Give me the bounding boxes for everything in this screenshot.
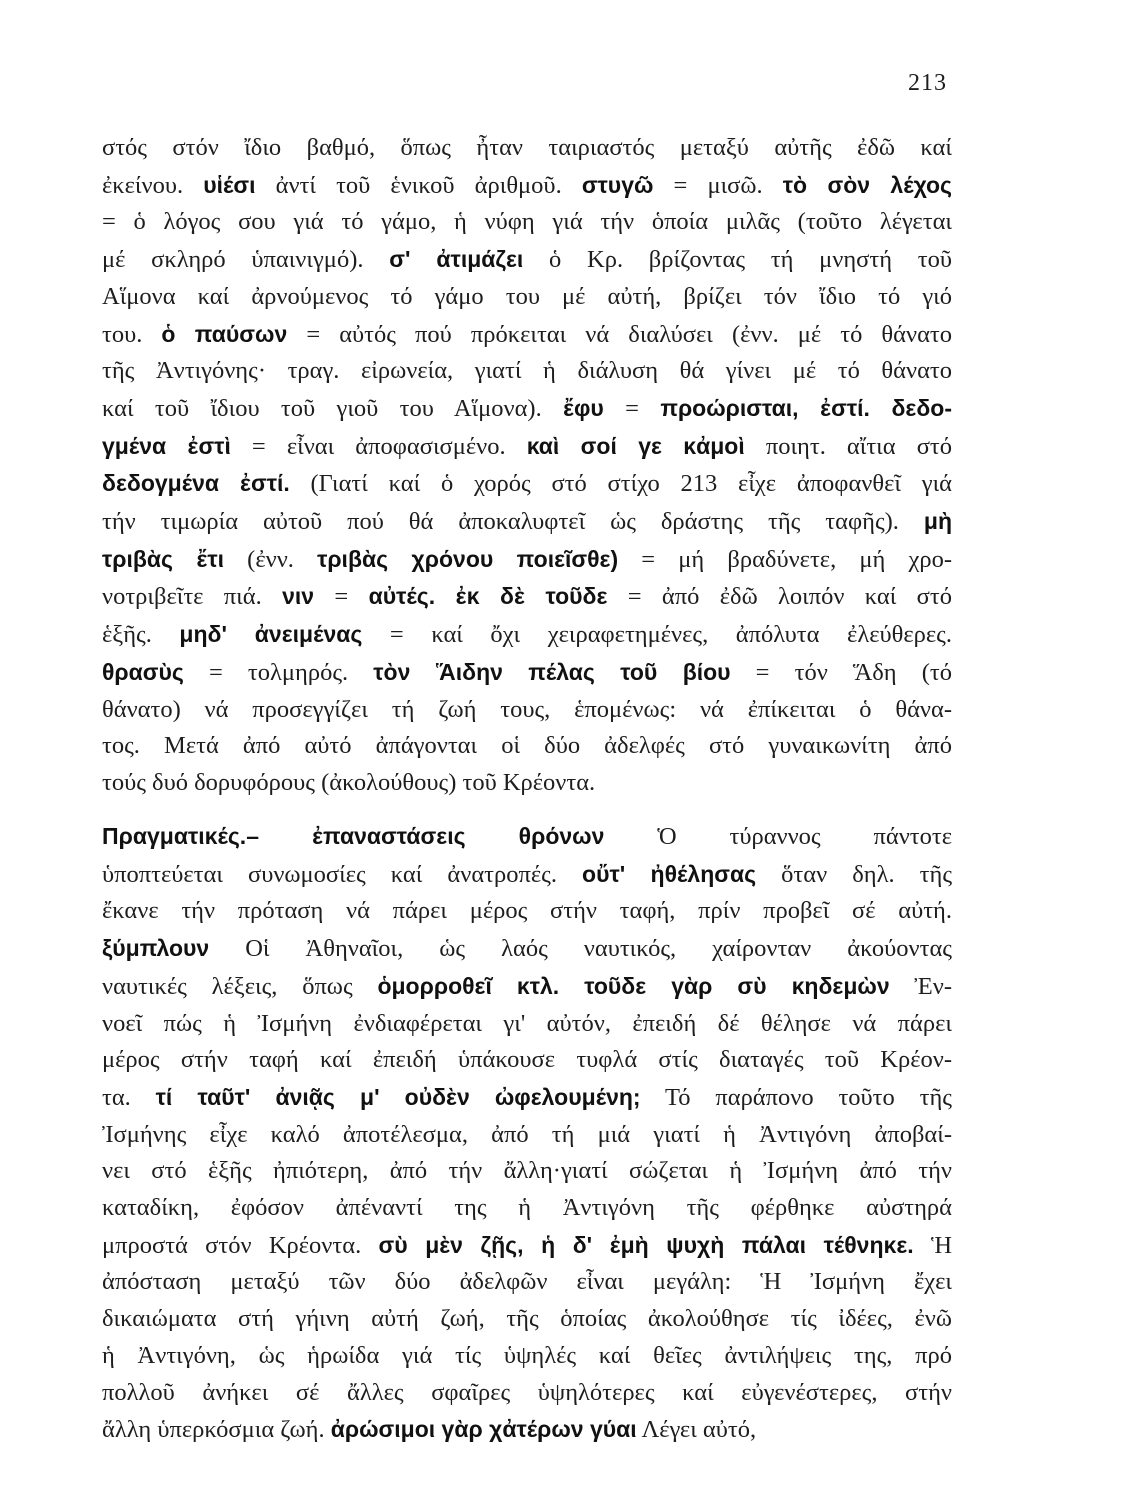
text-run: ἀντί τοῦ ἑνικοῦ ἀριθμοῦ. xyxy=(255,171,582,199)
text-line xyxy=(102,241,952,279)
lemma-bold: καὶ σοί γε κἀμοὶ xyxy=(526,432,745,459)
text-run: νοεῖ πώς ἡ Ἰσμήνη ἐνδιαφέρεται γι' αὐτόν, ἐπειδή δέ θέλησε νά πάρει xyxy=(102,1009,952,1037)
text-line xyxy=(102,1411,952,1449)
text-line xyxy=(102,130,952,167)
lemma-bold: μηδ' ἀνειμένας xyxy=(179,621,363,648)
text-run: ἄλλη ὑπερκόσμια ζωή. xyxy=(102,1416,331,1444)
text-line xyxy=(102,428,952,466)
text-run: πολλοῦ ἀνήκει σέ ἄλλες σφαῖρες ὑψηλότερες καί εὐγενέστερες, στήν xyxy=(102,1378,952,1406)
text-run: ἔκανε τήν πρόταση νά πάρει μέρος στήν ταφή, πρίν προβεῖ σέ αὐτή. xyxy=(102,897,952,925)
text-run: μπροστά στόν Κρέοντα. xyxy=(102,1231,379,1259)
lemma-bold: τριβὰς ἔτι xyxy=(102,545,225,572)
text-run: = αὐτός πού πρόκειται νά διαλύσει (ἐνν. μέ τό θάνατο xyxy=(287,320,952,348)
text-run: νει στό ἑξῆς ἠπιότερη, ἀπό τήν ἄλλη·γιατί σώζεται ἡ Ἰσμήνη ἀπό τήν xyxy=(102,1157,952,1185)
text-line xyxy=(102,728,952,765)
text-line xyxy=(102,1264,952,1301)
lemma-bold: τριβὰς χρόνου ποιεῖσθε) xyxy=(317,545,619,572)
text-line xyxy=(102,1006,952,1043)
text-run: ἑξῆς. xyxy=(102,621,180,649)
text-run: μέ σκληρό ὑπαινιγμό). xyxy=(102,246,390,274)
text-line xyxy=(102,1338,952,1375)
text-run: Ὁ τύραννος πάντοτε xyxy=(604,823,952,850)
text-run: νοτριβεῖτε πιά. xyxy=(102,583,283,611)
text-run: καταδίκη, ἐφόσον ἀπέναντί της ἡ Ἀντιγόνη τῆς φέρθηκε αὐστηρά xyxy=(102,1194,952,1222)
text-line xyxy=(102,1042,952,1079)
text-line xyxy=(102,167,952,205)
text-run: = εἶναι ἀποφασισμένο. xyxy=(230,432,527,460)
text-run: (ἐνν. xyxy=(224,545,318,573)
text-line xyxy=(102,1375,952,1412)
lemma-bold: τί ταῦτ' ἀνιᾷς μ' οὐδὲν ὠφελουμένη; xyxy=(155,1083,641,1110)
text-line xyxy=(102,968,952,1006)
text-run: ἡ Ἀντιγόνη, ὡς ἡρωίδα γιά τίς ὑψηλές καί θεῖες ἀντιλήψεις της, πρό xyxy=(102,1341,952,1369)
text-run: Οἱ Ἀθηναῖοι, ὡς λαός ναυτικός, χαίρονταν ἀκούοντας xyxy=(209,935,952,963)
text-run: Λέγει αὐτό, xyxy=(636,1416,757,1444)
lemma-bold: σ' ἀτιμάζει xyxy=(389,246,524,273)
lemma-bold: μὴ xyxy=(923,508,952,535)
lemma-bold: ὁμορροθεῖ κτλ. τοῦδε γὰρ σὺ κηδεμὼν xyxy=(377,972,890,999)
lemma-bold: ἀρώσιμοι γὰρ χἀτέρων γύαι xyxy=(330,1416,637,1443)
lemma-bold: δεδογμένα ἐστί. xyxy=(102,470,290,497)
lemma-bold: προώρισται, ἐστί. δεδο- xyxy=(660,394,952,421)
text-line xyxy=(102,765,952,802)
text-line xyxy=(102,204,952,241)
text-run: = xyxy=(314,583,369,611)
text-run: μέρος στήν ταφή καί ἐπειδή ὑπάκουσε τυφλά στίς διαταγές τοῦ Κρέον- xyxy=(102,1046,952,1074)
text-run: = μή βραδύνετε, μή χρο- xyxy=(618,545,952,573)
lemma-bold: ὁ παύσων xyxy=(161,320,288,347)
text-run: (Γιατί καί ὁ χορός στό στίχο 213 εἶχε ἀποφανθεῖ γιά xyxy=(289,470,952,498)
commentary-paragraph-2 xyxy=(102,818,952,1449)
text-line xyxy=(102,279,952,316)
text-line xyxy=(102,654,952,692)
lemma-bold: τὸ σὸν λέχος xyxy=(782,171,952,198)
text-line xyxy=(102,1227,952,1265)
text-run: ἀπόσταση μεταξύ τῶν δύο ἀδελφῶν εἶναι μεγάλη: Ἡ Ἰσμήνη ἔχει xyxy=(102,1268,952,1296)
text-line xyxy=(102,541,952,579)
text-run: = μισῶ. xyxy=(653,171,783,199)
text-line xyxy=(102,1153,952,1190)
text-run: δικαιώματα στή γήινη αὐτή ζωή, τῆς ὁποίας ἀκολούθησε τίς ἰδέες, ἐνῶ xyxy=(102,1305,952,1333)
text-line xyxy=(102,390,952,428)
text-line xyxy=(102,818,952,856)
text-run: Αἵμονα καί ἀρνούμενος τό γάμο του μέ αὐτή, βρίζει τόν ἴδιο τό γιό xyxy=(102,282,952,310)
text-run: = τόν Ἅδη (τό xyxy=(730,658,952,686)
text-run: Ἡ xyxy=(913,1231,952,1259)
text-line xyxy=(102,1117,952,1154)
text-run: ὑποπτεύεται συνωμοσίες καί ἀνατροπές. xyxy=(102,860,583,888)
page-number: 213 xyxy=(908,70,947,96)
lemma-bold: σὺ μὲν ζῇς, ἡ δ' ἐμὴ ψυχὴ πάλαι τέθνηκε. xyxy=(378,1231,914,1258)
text-run: ἐκείνου. xyxy=(102,171,204,199)
lemma-bold: νιν xyxy=(282,583,315,610)
text-line xyxy=(102,578,952,616)
text-run: τῆς Ἀντιγόνης· τραγ. εἰρωνεία, γιατί ἡ διάλυση θά γίνει μέ τό θάνατο xyxy=(102,357,952,385)
lemma-bold: οὔτ' ἠθέλησας xyxy=(582,860,757,887)
text-run: τούς δυό δορυφόρους (ἀκολούθους) τοῦ Κρέοντα. xyxy=(102,768,596,796)
text-run: Τό παράπονο τοῦτο τῆς xyxy=(640,1083,952,1111)
text-line xyxy=(102,692,952,729)
lemma-bold: υἱέσι xyxy=(203,171,256,198)
text-line xyxy=(102,1079,952,1117)
text-line xyxy=(102,353,952,390)
text-run: τα. xyxy=(102,1083,156,1111)
lemma-bold: Πραγματικές.– ἐπαναστάσεις θρόνων xyxy=(102,823,605,849)
text-run: Ἰσμήνης εἶχε καλό ἀποτέλεσμα, ἀπό τή μιά γιατί ἡ Ἀντιγόνη ἀποβαί- xyxy=(102,1120,952,1148)
lemma-bold: ξύμπλουν xyxy=(102,935,210,962)
text-line xyxy=(102,856,952,894)
text-line xyxy=(102,893,952,930)
text-line xyxy=(102,503,952,541)
text-run: = xyxy=(603,394,661,422)
text-run: του. xyxy=(102,320,162,348)
text-run: ὅταν δηλ. τῆς xyxy=(756,860,952,888)
lemma-bold: θρασὺς xyxy=(102,658,184,685)
text-run: τος. Μετά ἀπό αὐτό ἀπάγονται οἱ δύο ἀδελφές στό γυναικωνίτη ἀπό xyxy=(102,732,952,760)
text-line xyxy=(102,316,952,354)
text-run: = καί ὄχι χειραφετημένες, ἀπόλυτα ἐλεύθερες. xyxy=(362,621,952,649)
text-line xyxy=(102,1190,952,1227)
lemma-bold: γμένα ἐστὶ xyxy=(102,432,231,459)
text-run: ναυτικές λέξεις, ὅπως xyxy=(102,972,378,1000)
text-line xyxy=(102,616,952,654)
text-run: ὁ Κρ. βρίζοντας τή μνηστή τοῦ xyxy=(523,246,952,274)
commentary-paragraph-1 xyxy=(102,130,952,802)
text-run: Ἐν- xyxy=(889,972,952,1000)
text-run: = ὁ λόγος σου γιά τό γάμο, ἡ νύφη γιά τήν ὁποία μιλᾶς (τοῦτο λέγεται xyxy=(102,208,952,236)
text-line xyxy=(102,1301,952,1338)
text-run: θάνατο) νά προσεγγίζει τή ζωή τους, ἑπομένως: νά ἐπίκειται ὁ θάνα- xyxy=(102,695,952,723)
text-line xyxy=(102,930,952,968)
text-run: καί τοῦ ἴδιου τοῦ γιοῦ του Αἵμονα). xyxy=(102,394,564,422)
text-run: = τολμηρός. xyxy=(183,658,374,686)
lemma-bold: τὸν Ἅιδην πέλας τοῦ βίου xyxy=(373,658,731,685)
text-run: τήν τιμωρία αὐτοῦ πού θά ἀποκαλυφτεῖ ὡς δράστης τῆς ταφῆς). xyxy=(102,508,924,536)
text-run: ποιητ. αἴτια στό xyxy=(744,432,952,460)
lemma-bold: αὐτές. ἐκ δὲ τοῦδε xyxy=(368,583,608,610)
text-run: στός στόν ἴδιο βαθμό, ὅπως ἦταν ταιριαστός μεταξύ αὐτῆς ἐδῶ καί xyxy=(102,134,952,161)
text-run: = ἀπό ἐδῶ λοιπόν καί στό xyxy=(607,583,952,611)
text-line xyxy=(102,465,952,503)
lemma-bold: ἔφυ xyxy=(563,394,604,421)
lemma-bold: στυγῶ xyxy=(581,171,654,198)
